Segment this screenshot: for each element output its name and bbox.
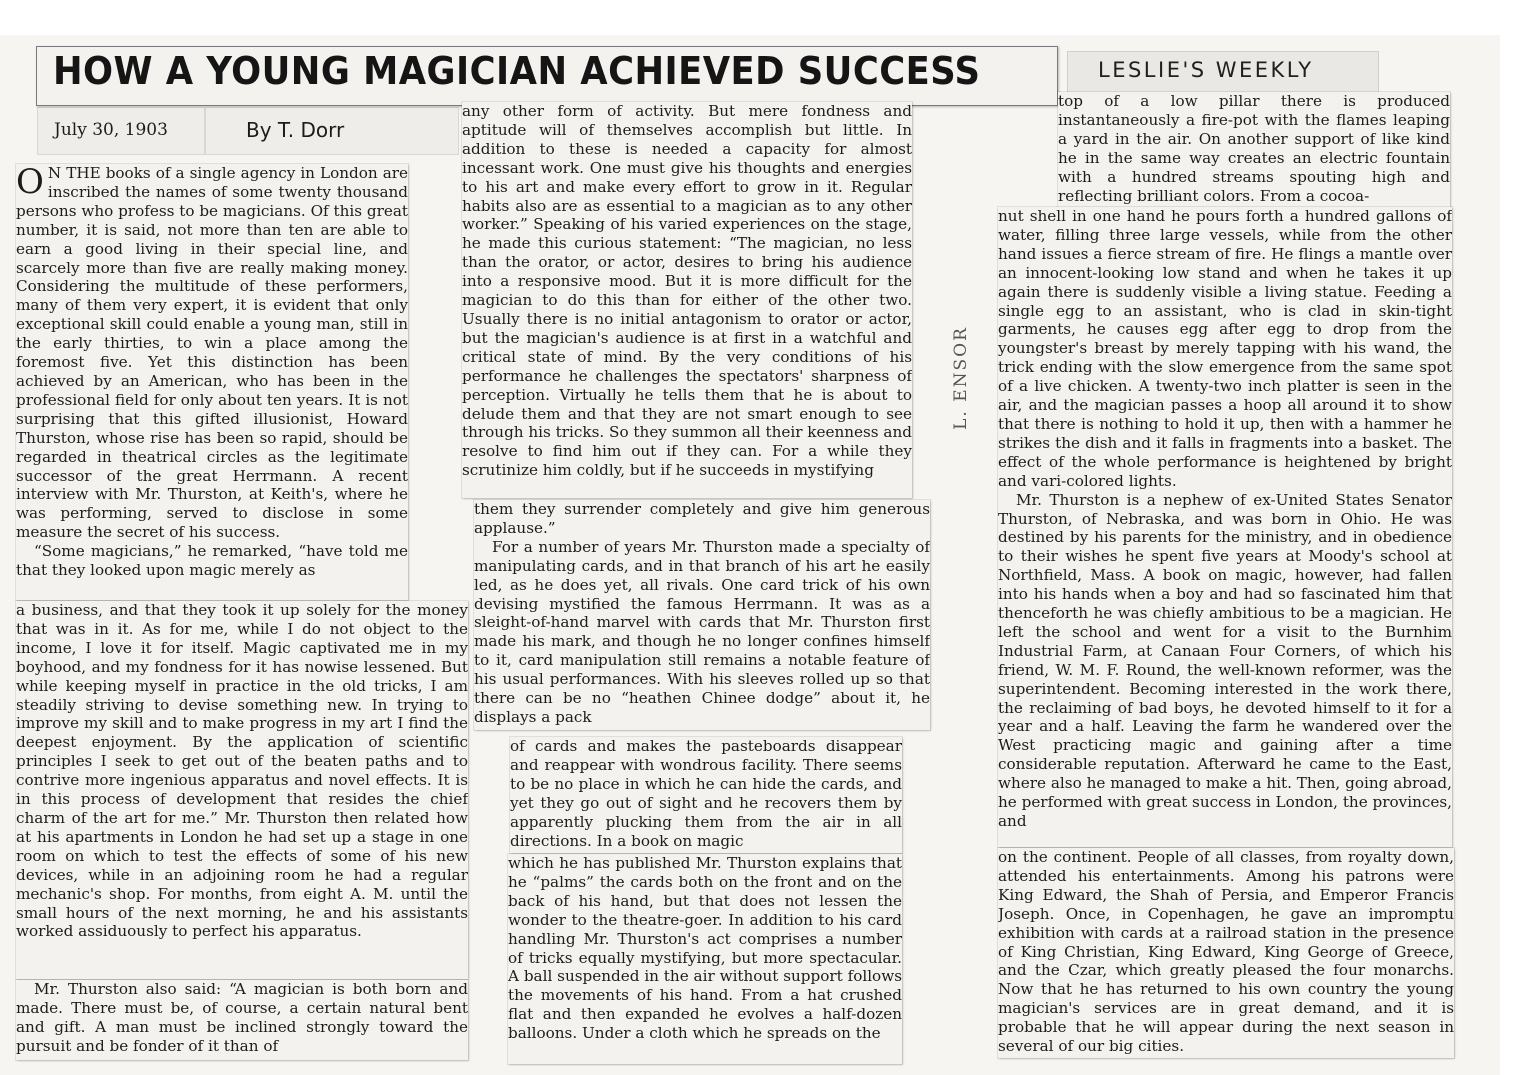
column-3-clipping-3 [998, 848, 1454, 1058]
publication-date: July 30, 1903 [54, 120, 168, 140]
paragraph [16, 164, 408, 542]
paragraph: top of a low pillar there is produced instantaneously a fire-pot with the flames leaping a yard in the air. On another support of like kind he in the same way creates an electric fountain with a hundred streams spouting high and reflecting brilliant colors. From a cocoa- [1058, 92, 1450, 205]
drop-cap: O [16, 164, 44, 202]
paragraph: any other form of activity. But mere fondness and aptitude will of themselves accomplish but little. In addition to these is needed a capacity for almost incessant work. One must give his thoughts and energies to his art and make every effort to grow in it. Regular habits also are as essential to a magician as to any other worker.” Speaking of his varied experiences on the stage, he made this curious statement: “The magician, no less than the orator, or actor, desires to bring his audience into a responsive mood. But it is more difficult for the magician to do this than for either of the other two. Usually there is no initial antagonism to orator or actor, but the magician's audience is at first in a watchful and critical state of mind. By the very conditions of his performance he challenges the spectators' sharpness of perception. Virtually he tells them that he is about to delude them and that they are not smart enough to see through his tricks. So they summon all their keenness and resolve to find him out if they can. For a while they scrutinize him coldly, but if he succeeds in mystifying [462, 102, 912, 480]
paragraph: on the continent. People of all classes, from royalty down, attended his entertainments. Among his patrons were King Edward, the Shah of Persia, and Emperor Francis Joseph. Once, in Copenhagen, he gave an impromptu exhibition with cards at a railroad station in the presence of King Christian, King Edward, King George of Greece, and the Czar, which greatly pleased the four monarchs. Now that he has returned to his own country the young magician's services are in great demand, and it is probable that he will appear during the next season in several of our big cities. [998, 848, 1454, 1056]
date-clipping [38, 108, 204, 154]
byline: By T. Dorr [246, 118, 345, 142]
publication-name: LESLIE'S WEEKLY [1098, 58, 1314, 82]
byline-clipping [206, 108, 458, 154]
paragraph-text: N THE books of a single agency in London are inscribed the names of some twenty thousand persons who profess to be magicians. Of this great number, it is said, not more than ten are able to earn a good living in their special line, and scarcely more than five are really making money. Considering the multitude of these performers, many of them very expert, it is evident that only exceptional skill could enable a young man, still in the early thirties, to win a place among the foremost five. Yet this distinction has been achieved by an American, who has been in the professional field for only about ten years. It is not surprising that this gifted illusionist, Howard Thurston, whose rise has been so rapid, should be regarded in theatrical circles as the legitimate successor of the great Herrmann. A recent interview with Mr. Thurston, at Keith's, where he was performing, served to disclose in some measure the secret of his success. [16, 164, 408, 542]
column-1-clipping-1 [16, 164, 408, 600]
headline-clipping [36, 46, 1058, 106]
paragraph: a business, and that they took it up solely for the money that was in it. As for me, while I do not object to the income, I love it for itself. Magic captivated me in my boyhood, and my fondness for it has nowise lessened. But while keeping myself in practice in the old tricks, I am steadily striving to devise something new. In trying to improve my skill and to make progress in my art I find the deepest enjoyment. By the application of scientific principles I seek to get out of the beaten paths and to contrive more ingenious apparatus and novel effects. It is in this process of development that resides the chief charm of the art for me.” Mr. Thurston then related how at his apartments in London he had set up a stage in one room on which to test the effects of some of his new devices, while in an adjoining room he had a regular mechanic's shop. For months, from eight A. M. until the small hours of the next morning, he and his assistants worked assiduously to perfect his apparatus. [16, 601, 468, 941]
headline: HOW A YOUNG MAGICIAN ACHIEVED SUCCESS [53, 49, 981, 93]
column-2-clipping-4 [508, 854, 902, 1064]
paragraph: For a number of years Mr. Thurston made a specialty of manipulating cards, and in that branch of his art he easily led, as he does yet, all rivals. One card trick of his own devising mystified the famous Herrmann. It was as a sleight-of-hand marvel with cards that Mr. Thurston first made his mark, and though he no longer confines himself to it, card manipulation still remains a notable feature of his usual performances. With his sleeves rolled up so that there can be no “heathen Chinee dodge” about it, he displays a pack [474, 537, 930, 726]
credit-text: L. ENSOR [951, 326, 971, 430]
paragraph: nut shell in one hand he pours forth a hundred gallons of water, filling three large vessels, while from the other hand issues a fierce stream of fire. He flings a mantle over an innocent-looking low stand and when he takes it up again there is suddenly visible a living statue. Feeding a single egg to an assistant, who is clad in skin-tight garments, he causes egg after egg to drop from the youngster's breast by merely tapping with his wand, the trick ending with the slow emergence from the same spot of a live chicken. A twenty-two inch platter is seen in the air, and the magician passes a hoop all around it to show that there is nothing to hold it up, then with a hammer he strikes the dish and it falls in fragments into a basket. The effect of the whole performance is heightened by bright and vari-colored lights. [998, 207, 1452, 490]
column-2-clipping-2 [474, 500, 930, 730]
column-2-clipping-1 [462, 102, 912, 498]
publication-masthead [1068, 52, 1378, 92]
column-2-clipping-3 [510, 737, 902, 853]
paragraph: Mr. Thurston also said: “A magician is both born and made. There must be, of course, a certain natural bent and gift. A man must be inclined strongly toward the pursuit and be fonder of it than of [16, 980, 468, 1055]
paragraph: of cards and makes the pasteboards disappear and reappear with wondrous facility. There seems to be no place in which he can hide the cards, and yet they go out of sight and he recovers them by apparently plucking them from the air in all directions. In a book on magic [510, 737, 902, 850]
column-1-clipping-3 [16, 980, 468, 1060]
column-3-clipping-2 [998, 207, 1452, 847]
illustrator-credit [946, 318, 970, 438]
paragraph: them they surrender completely and give him generous applause.” [474, 500, 930, 537]
paragraph: Mr. Thurston is a nephew of ex-United States Senator Thurston, of Nebraska, and was born in Ohio. He was destined by his parents for the ministry, and in obedience to their wishes he spent five years at Moody's school at Northfield, Mass. A book on magic, however, had fallen into his hands when a boy and had so fascinated him that thenceforth he was chiefly ambitious to be a magician. He left the school and went for a visit to the Burnhim Industrial Farm, at Canaan Four Corners, of which his friend, W. M. F. Round, the well-known reformer, was the superintendent. Becoming interested in the work there, the reclaiming of bad boys, he devoted himself to it for a year and a half. Leaving the farm he wandered over the West practicing magic and gaining after a time considerable reputation. Afterward he came to the East, where also he managed to make a hit. Then, going abroad, he performed with great success in London, the provinces, and [998, 490, 1452, 830]
paragraph: “Some magicians,” he remarked, “have told me that they looked upon magic merely as [16, 542, 408, 580]
column-1-clipping-2 [16, 601, 468, 979]
column-3-clipping-1 [1058, 92, 1450, 208]
paragraph: which he has published Mr. Thurston explains that he “palms” the cards both on the front and on the back of his hand, but that does not lessen the wonder to the theatre-goer. In addition to his card handling Mr. Thurston's act comprises a number of tricks equally mystifying, but more spectacular. A ball suspended in the air without support follows the movements of his hand. From a hat crushed flat and then expanded he evolves a half-dozen balloons. Under a cloth which he spreads on the [508, 854, 902, 1043]
